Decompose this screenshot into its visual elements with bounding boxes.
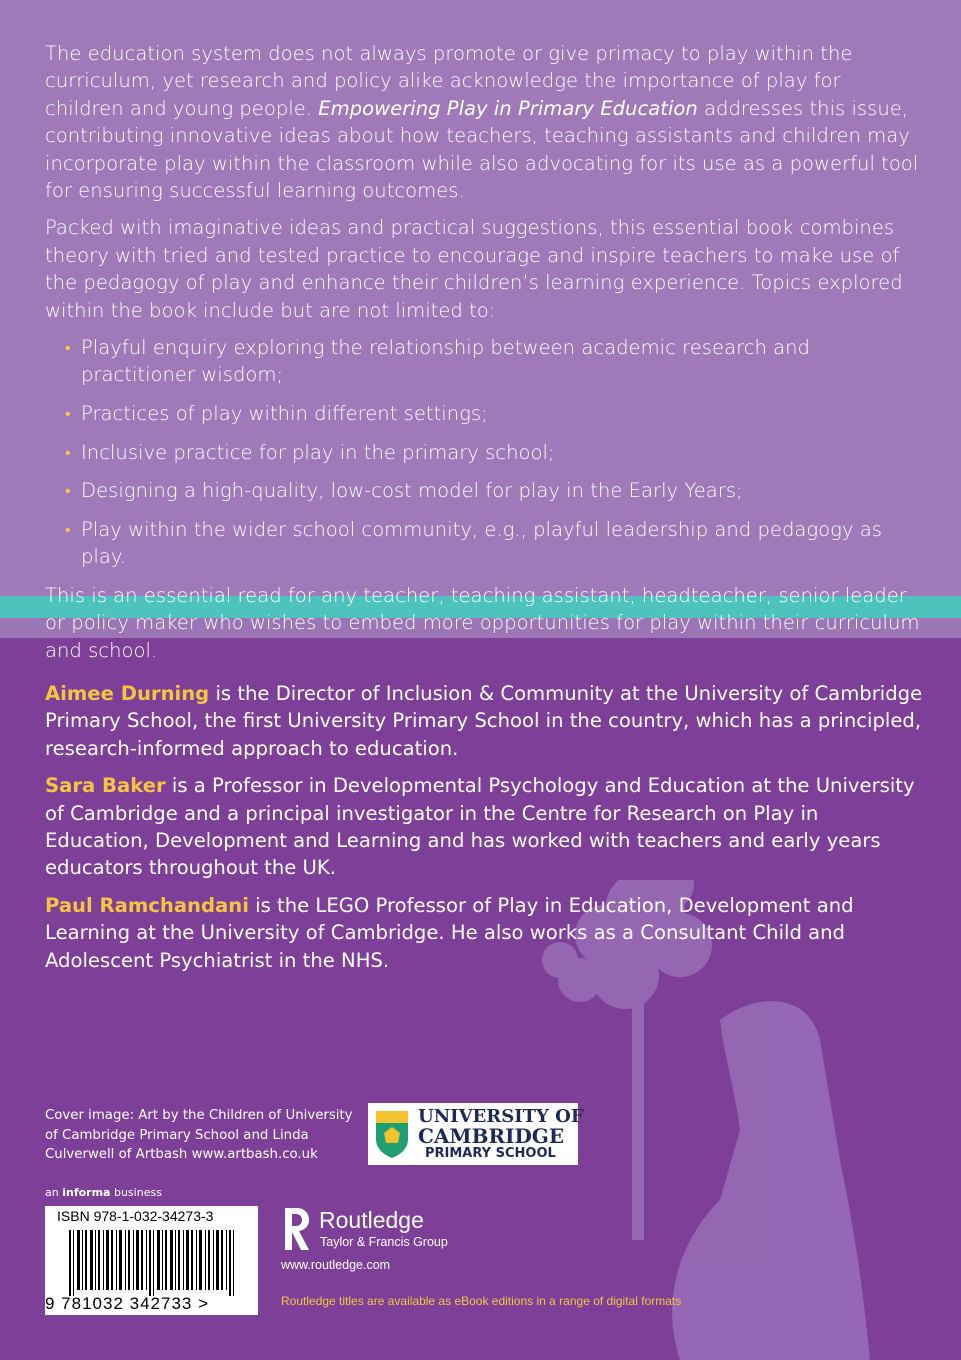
intro-paragraph [45, 40, 925, 204]
author-name: Aimee Durning [45, 682, 210, 705]
isbn-barcode [45, 1206, 258, 1315]
informa-tagline: an informa business [45, 1186, 162, 1199]
list-item: • Practices of play within different settings; [65, 400, 925, 427]
intro-text: The education system does not always promote or give primacy to play within the curriculum, yet research and policy alike acknowledge the importance of play for children and young people. [45, 42, 853, 120]
school-logo [368, 1103, 584, 1165]
logo-line-3: PRIMARY SCHOOL [425, 1146, 556, 1161]
logo-line-1: UNIVERSITY OF [418, 1106, 584, 1127]
publisher-name: Routledge [319, 1207, 424, 1233]
routledge-logo-icon [281, 1206, 311, 1252]
bullet-icon: • [65, 442, 71, 462]
ebook-note: Routledge titles are available as eBook editions in a range of digital formats [281, 1294, 682, 1308]
intro-text-continued: addresses this issue, contributing innovative ideas about how teachers, teaching assistants and children may incorporate play within the classroom while also advocating for its use as a powerful tool for ensuring successful learning outcomes. [45, 96, 919, 203]
school-crest-icon [374, 1109, 410, 1159]
cover-image-credit: Cover image: Art by the Children of University of Cambridge Primary School and Linda Culverwell of Artbash www.artbash.co.uk [45, 1108, 353, 1162]
barcode-digits: 9 781032 342733 > [45, 1294, 210, 1313]
list-item: • Play within the wider school community, e.g., playful leadership and pedagogy as play. [65, 517, 882, 569]
list-item: • Inclusive practice for play in the primary school; [65, 439, 925, 466]
author-name: Paul Ramchandani [45, 893, 249, 917]
bullet-icon: • [65, 519, 71, 539]
bullet-icon: • [65, 481, 71, 501]
publisher-group: Taylor & Francis Group [320, 1235, 448, 1249]
author-bio: Sara Baker is a Professor in Developmental Psychology and Education at the University of Cambridge and a principal investigator in the Centre for Research on Play in Education, Development and Learning and has worked with teachers and early years educators throughout the UK. [45, 774, 915, 880]
bullet-icon: • [65, 404, 71, 424]
isbn-number: ISBN 978-1-032-34273-3 [57, 1208, 214, 1224]
topics-paragraph: Packed with imaginative ideas and practical suggestions, this essential book combines theory with tried and tested practice to encourage and inspire teachers to make use of the pedagogy of play and enhance their children’s learning experience. Topics explored within the book include but are not limited to: [45, 216, 903, 322]
logo-line-2: CAMBRIDGE [418, 1124, 565, 1148]
author-bios [45, 680, 925, 984]
list-item: • Playful enquiry exploring the relationship between academic research and practitioner wisdom; [65, 336, 810, 387]
closing-paragraph: This is an essential read for any teacher, teaching assistant, headteacher, senior leader or policy maker who wishes to embed more opportunities for play within their curriculum and school. [45, 583, 920, 662]
publisher-url: www.routledge.com [281, 1258, 391, 1272]
author-bio: Paul Ramchandani is the LEGO Professor of Play in Education, Development and Learning at the University of Cambridge. He also works as a Consultant Child and Adolescent Psychiatrist in the NHS. [45, 893, 854, 972]
author-name: Sara Baker [45, 774, 166, 798]
book-description [45, 40, 925, 674]
author-bio: Aimee Durning is the Director of Inclusion & Community at the University of Cambridge Primary School, the first University Primary School in the country, which has a principled, research-informed approach to education. [45, 682, 923, 760]
topics-list [45, 334, 925, 571]
bullet-icon: • [65, 338, 71, 358]
list-item: • Designing a high-quality, low-cost model for play in the Early Years; [65, 477, 925, 504]
book-title: Empowering Play in Primary Education [318, 96, 698, 120]
